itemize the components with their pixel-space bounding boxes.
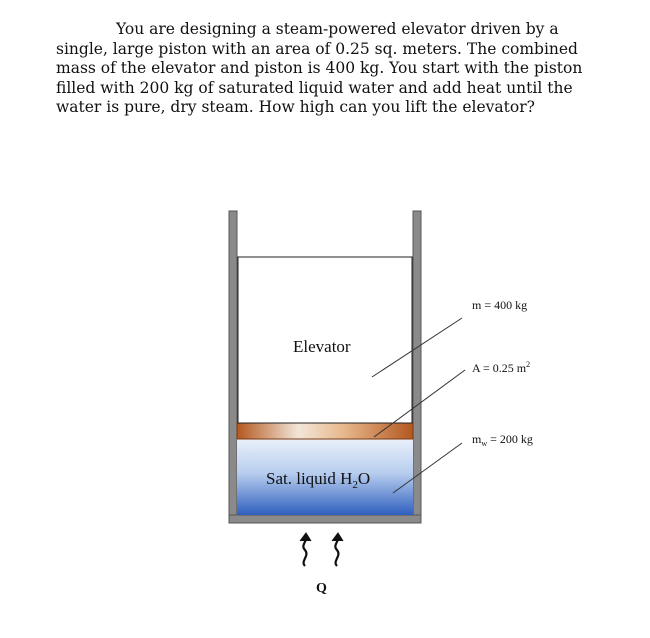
heat-arrowhead-left xyxy=(300,533,311,541)
piston xyxy=(237,423,413,439)
area-label-superscript: 2 xyxy=(526,360,531,369)
area-label-main: A = 0.25 m xyxy=(472,361,527,375)
water-mass-label-subscript: w xyxy=(481,439,488,448)
water-mass-label-m: m xyxy=(472,432,482,446)
water-label-end: O xyxy=(357,469,371,488)
heat-arrowhead-right xyxy=(332,533,343,541)
elevator-label: Elevator xyxy=(293,337,351,356)
water-mass-label-end: = 200 kg xyxy=(487,432,533,446)
water-label-main: Sat. liquid H xyxy=(266,469,353,488)
water-label-subscript: 2 xyxy=(352,479,358,491)
heat-label: Q xyxy=(316,581,327,596)
problem-statement: You are designing a steam-powered elevator driven by a single, large piston with an area of 0.25 sq. meters. The combined mass of the elevator and piston is 400 kg. You start with the piston filled with 200 kg of saturated liquid water and add heat until the water is pure, dry steam. How high can you lift the elevator? xyxy=(56,20,583,116)
heat-arrows xyxy=(300,533,343,566)
area-label xyxy=(472,360,530,375)
mass-label: m = 400 kg xyxy=(472,298,528,312)
water-mass-label xyxy=(472,432,533,448)
